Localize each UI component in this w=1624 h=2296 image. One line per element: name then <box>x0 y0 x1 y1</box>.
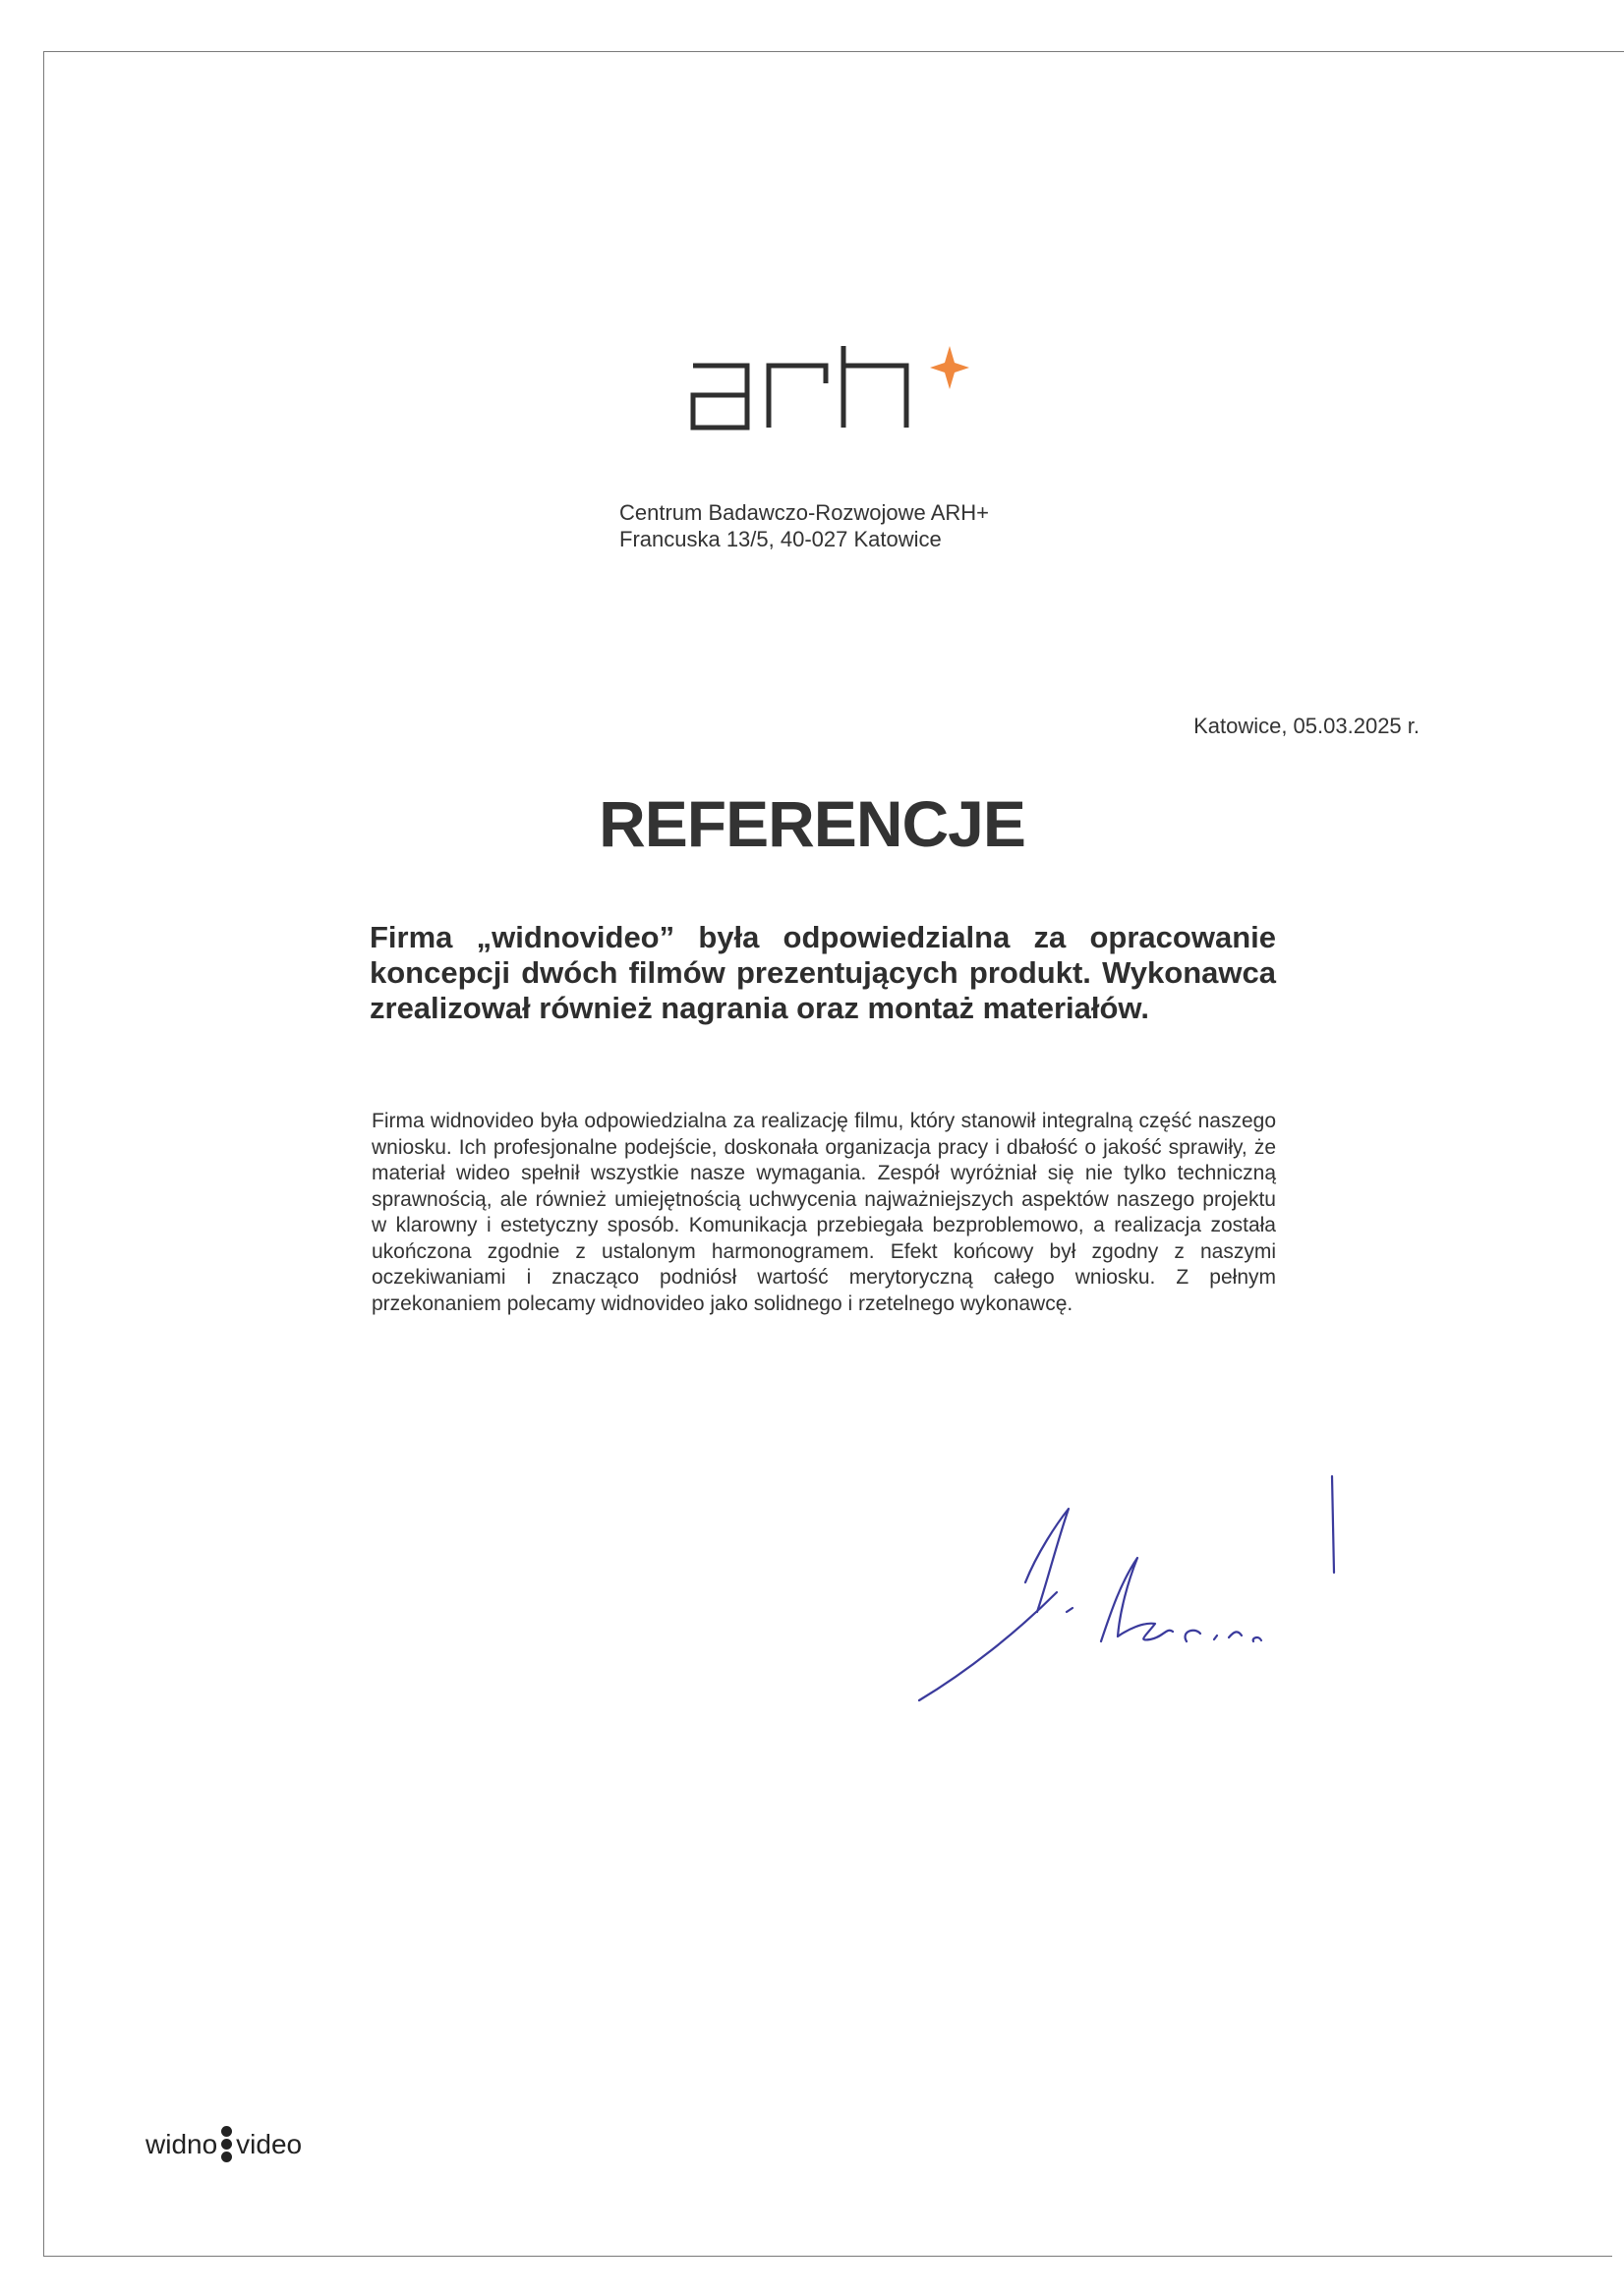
lead-paragraph: Firma „widnovideo” była odpowiedzialna za opracowanie koncepcji dwóch filmów prezentujących produkt. Wykonawca zrealizował również nagrania oraz montaż materiałów. <box>370 920 1276 1025</box>
page-border-bottom <box>43 2256 1612 2257</box>
four-point-star-icon <box>930 346 969 389</box>
footer-brand-right: video <box>236 2128 303 2159</box>
document-title: REFERENCJE <box>599 787 1025 860</box>
arh-logo <box>688 344 973 432</box>
page-border-left <box>43 51 44 2256</box>
date-line: Katowice, 05.03.2025 r. <box>1193 714 1420 738</box>
footer-brand-logo <box>145 2125 302 2163</box>
footer-brand-left: widno <box>145 2128 218 2159</box>
organization-name: Centrum Badawczo-Rozwojowe ARH+ <box>619 500 989 525</box>
handwritten-signature <box>909 1464 1342 1710</box>
organization-address-block <box>619 499 989 552</box>
arh-wordmark <box>688 344 914 432</box>
organization-address: Francuska 13/5, 40-027 Katowice <box>619 527 942 551</box>
body-paragraph: Firma widnovideo była odpowiedzialna za realizację filmu, który stanowił integralną część naszego wniosku. Ich profesjonalne podejście, doskonała organizacja pracy i dbałość o jakość sprawiły, że materiał wideo spełnił wszystkie nasze wymagania. Zespół wyróżniał się nie tylko techniczną sprawnością, ale również umiejętnością uchwycenia najważniejszych aspektów naszego projektu w klarowny i estetyczny sposób. Komunikacja przebiegała bezproblemowo, a realizacja została ukończona zgodnie z ustalonym harmonogramem. Efekt końcowy był zgodny z naszymi oczekiwaniami i znacząco podniósł wartość merytoryczną całego wniosku. Z pełnym przekonaniem polecamy widnovideo jako solidnego i rzetelnego wykonawcę. <box>372 1110 1276 1315</box>
page-border-top <box>43 51 1624 52</box>
brand-dots-icon <box>221 2125 232 2163</box>
